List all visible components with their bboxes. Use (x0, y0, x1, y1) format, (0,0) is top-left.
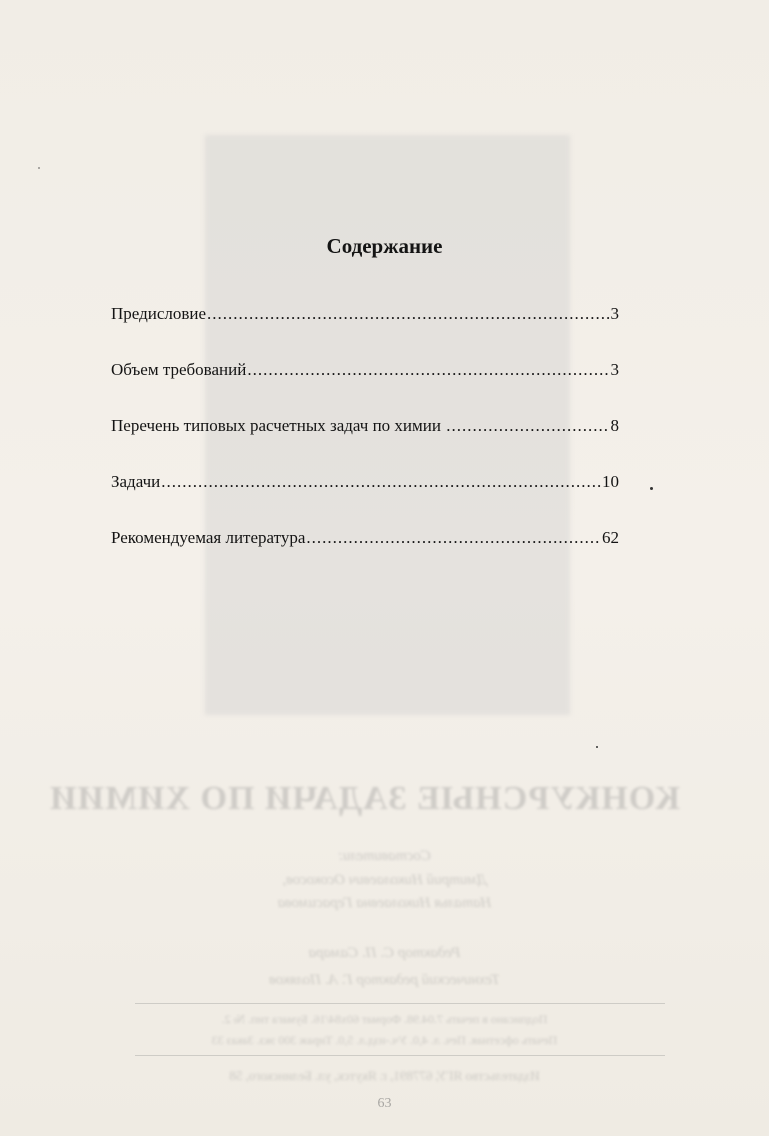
paper-speck (38, 167, 40, 169)
toc-leader-dots (446, 416, 609, 436)
show-through-line: Печать офсетная. Печ. л. 4,0. Уч.-изд.л. 5,0. Тираж 300 экз. Заказ 33 (211, 1033, 558, 1047)
show-through-rule (135, 1055, 665, 1056)
table-of-contents (111, 304, 619, 584)
toc-entry (111, 472, 619, 528)
toc-entry-label: Перечень типовых расчетных задач по химии (111, 416, 446, 435)
toc-entry-page: 3 (610, 304, 619, 323)
toc-entry (111, 360, 619, 416)
show-through-line: Наталья Николаевна Герасимова (277, 895, 492, 911)
toc-leader-dots (207, 304, 609, 324)
toc-entry-page: 3 (610, 360, 619, 379)
toc-entry-page: 62 (602, 528, 619, 547)
paper-speck (596, 746, 598, 748)
show-through-title: КОНКУРСНЫЕ ЗАДАЧИ ПО ХИМИИ (49, 780, 680, 817)
show-through-line: Редактор С. П. Самара (308, 945, 461, 961)
toc-entry-label: Рекомендуемая литература (111, 528, 306, 547)
toc-entry (111, 304, 619, 360)
show-through-line: Дмитрий Николаевич Осокосов, (282, 872, 487, 888)
toc-entry-label: Предисловие (111, 304, 207, 323)
toc-entry (111, 416, 619, 472)
paper-speck (650, 487, 653, 490)
show-through-rule (135, 1003, 665, 1004)
toc-entry-label: Задачи (111, 472, 161, 491)
toc-entry (111, 528, 619, 584)
toc-leader-dots (161, 472, 601, 492)
toc-entry-page: 10 (602, 472, 619, 491)
toc-entry-page: 8 (610, 416, 619, 435)
toc-leader-dots (247, 360, 609, 380)
toc-leader-dots (306, 528, 601, 548)
show-through-line: Подписано в печать 7.04.98. Формат 60х84/16. Бумага тип. № 2. (221, 1012, 548, 1026)
page-number: 63 (377, 1096, 392, 1111)
show-through-line: Издательство ЯГУ, 677891, г. Якутск, ул. Белинского, 58 (229, 1068, 540, 1083)
toc-entry-label: Объем требований (111, 360, 247, 379)
show-through-line: Составители: (338, 848, 431, 864)
toc-title: Содержание (326, 234, 443, 258)
show-through-line: Технический редактор Г. А. Поляков (269, 972, 500, 988)
